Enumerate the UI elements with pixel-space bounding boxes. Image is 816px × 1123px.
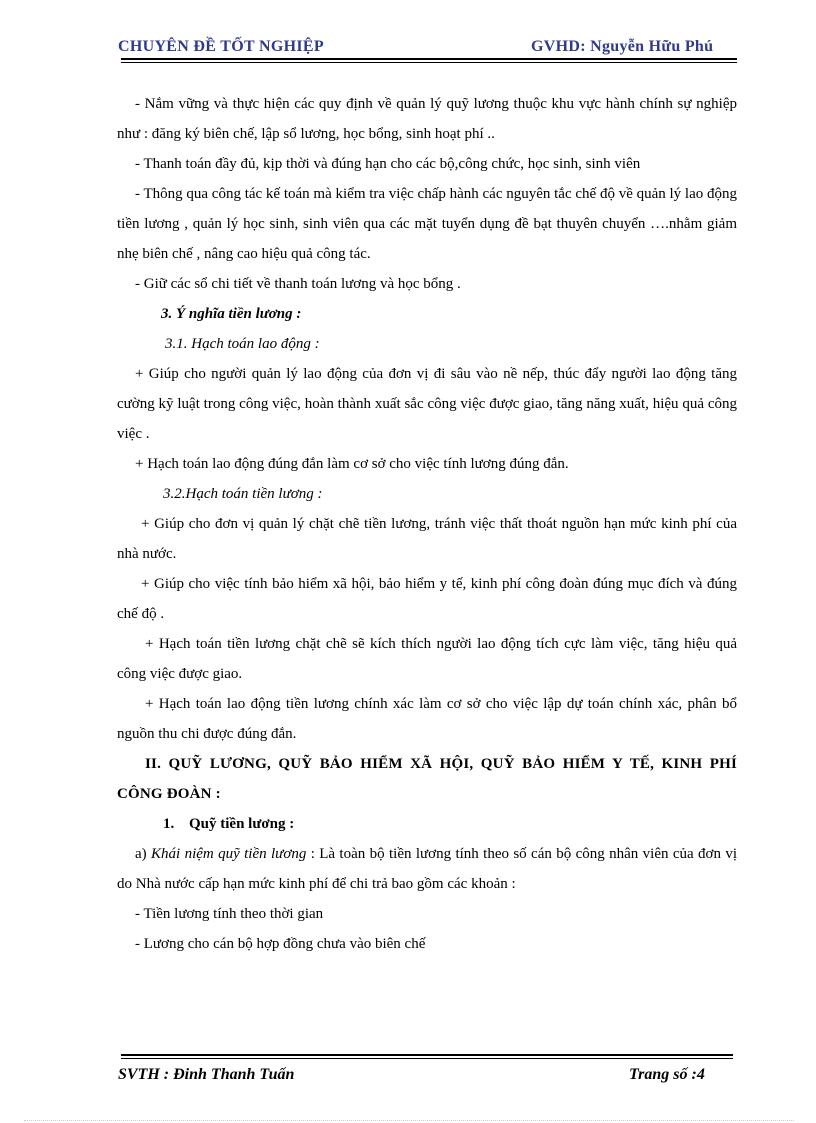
header-topic: CHUYÊN ĐỀ TỐT NGHIỆP [118,38,324,55]
section-heading-funds: II. QUỸ LƯƠNG, QUỸ BẢO HIỂM XÃ HỘI, QUỸ BẢO HIỂM Y TẾ, KINH PHÍ CÔNG ĐOÀN : [117,756,737,802]
paragraph-accounting-inspection: - Thông qua công tác kế toán mà kiểm tra việc chấp hành các nguyên tắc chế độ về quản lý lao động tiền lương , quản lý học sinh, sinh viên qua các mặt tuyển dụng đề bạt thuyên chuyển ….nhằm giảm nhẹ biên chế , nâng cao hiệu quả công tác. [117,186,737,262]
footer-rule-thin [121,1058,733,1059]
paragraph-insurance-calc: + Giúp cho việc tính bảo hiểm xã hội, bảo hiểm y tế, kinh phí công đoàn đúng mục đích và đúng chế độ . [117,576,737,622]
paragraph-labor-basis: + Hạch toán lao động đúng đắn làm cơ sở cho việc tính lương đúng đắn. [135,456,569,472]
heading-salary-accounting: 3.2.Hạch toán tiền lương : [163,486,323,502]
heading-salary-fund-text: Quỹ tiền lương : [189,816,295,832]
paragraph-salary-regulations: - Nắm vững và thực hiện các quy định về quản lý quỹ lương thuộc khu vực hành chính sự nghiệp như : đăng ký biên chế, lập sổ lương, học bổng, sinh hoạt phí .. [117,96,737,142]
paragraph-stimulate-workers: + Hạch toán tiền lương chặt chẽ sẽ kích thích người lao động tích cực làm việc, tăng hiệu quả công việc được giao. [117,636,737,682]
paragraph-full-payment: - Thanh toán đầy đủ, kịp thời và đúng hạn cho các bộ,công chức, học sinh, sinh viên [135,156,641,172]
heading-salary-meaning: 3. Ý nghĩa tiền lương : [161,306,302,322]
footer-page-number: Trang số :4 [629,1066,705,1083]
page-edge-dotted [24,1120,794,1121]
paragraph-salary-control: + Giúp cho đơn vị quản lý chặt chẽ tiền lương, tránh việc thất thoát nguồn hạn mức kinh phí của nhà nước. [117,516,737,562]
header-advisor: GVHD: Nguyễn Hữu Phú [531,38,714,55]
paragraph-time-salary: - Tiền lương tính theo thời gian [135,906,324,922]
heading-labor-accounting: 3.1. Hạch toán lao động : [165,336,320,352]
heading-salary-fund-number: 1. [163,816,175,832]
heading-salary-fund [117,809,737,839]
paragraph-fund-definition-prefix: a) [135,846,147,862]
paragraph-fund-definition-text: : Là toàn bộ tiền lương tính theo số cán bộ công nhân viên của đơn vị do Nhà nước cấp hạn mức kinh phí để chi trả bao gồm các khoản : [117,846,738,892]
paragraph-fund-definition-term: Khái niệm quỹ tiền lương [151,846,307,862]
paragraph-labor-manager: + Giúp cho người quản lý lao động của đơn vị đi sâu vào nề nếp, thúc đẩy người lao động tăng cường kỹ luật trong công việc, hoàn thành xuất sắc công việc được giao, tăng năng xuất, hiệu quả công việc . [117,366,737,442]
footer-rule-thick [121,1054,733,1056]
paragraph-fund-definition [117,839,737,899]
document-body [117,89,737,959]
paragraph-contract-salary: - Lương cho cán bộ hợp đồng chưa vào biên chế [135,936,426,952]
header-rule-thick [121,58,737,60]
paragraph-budget-basis: + Hạch toán lao động tiền lương chính xác làm cơ sở cho việc lập dự toán chính xác, phân bổ nguồn thu chi được đúng đắn. [117,696,737,742]
paragraph-detail-books: - Giữ các sổ chi tiết về thanh toán lương và học bổng . [135,276,461,292]
footer-student: SVTH : Đinh Thanh Tuấn [118,1066,295,1083]
header-rule-thin [121,62,737,63]
